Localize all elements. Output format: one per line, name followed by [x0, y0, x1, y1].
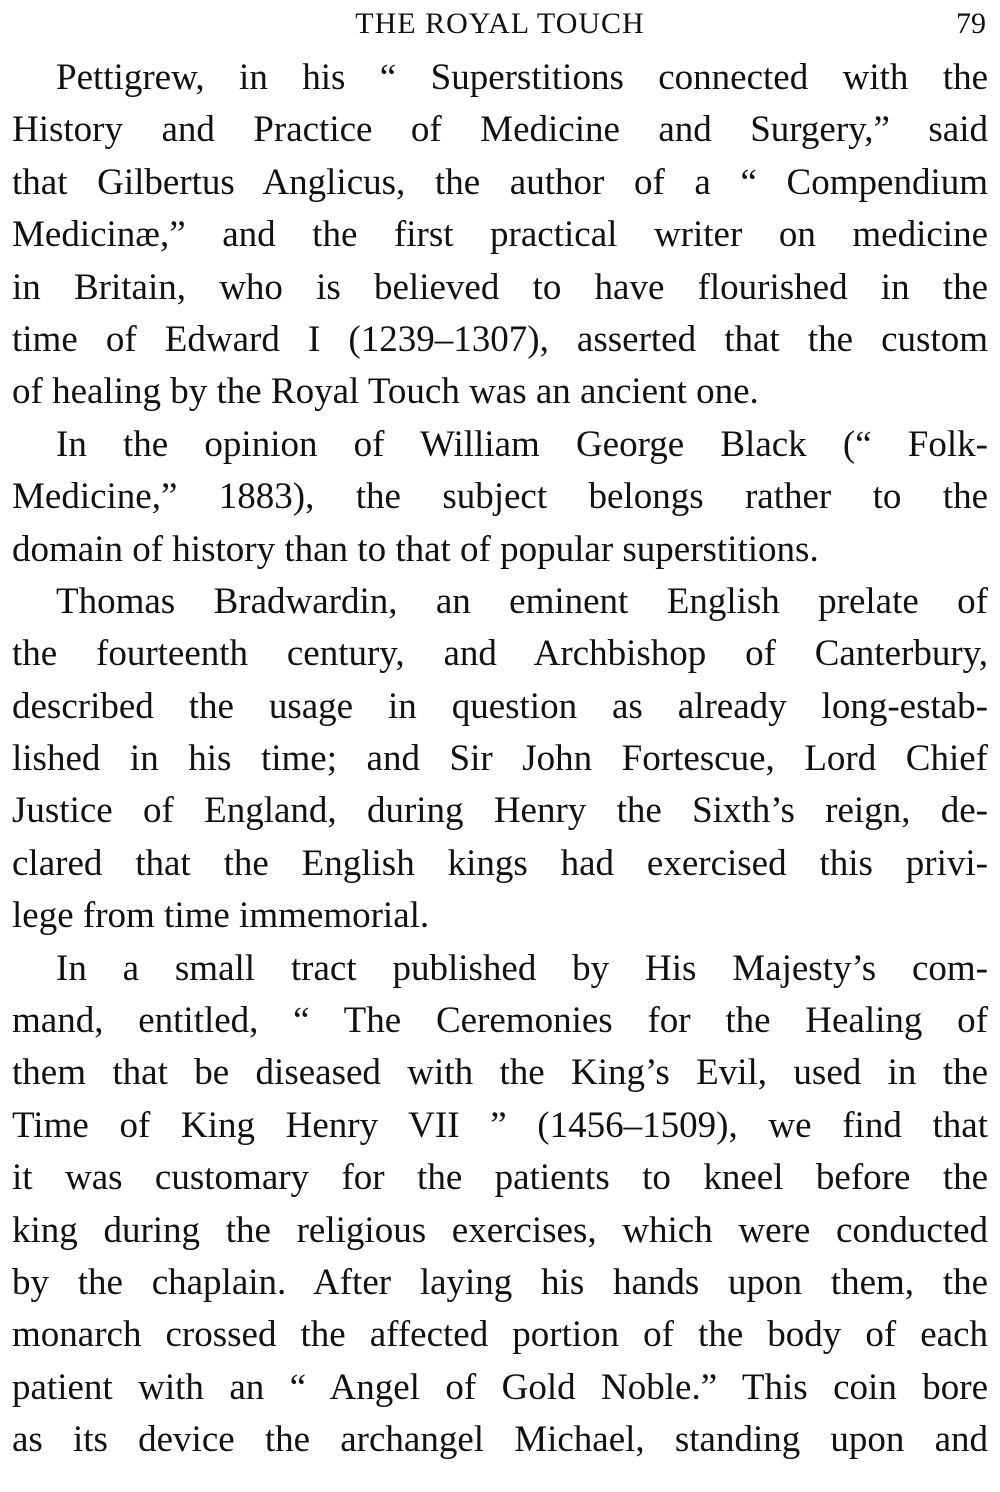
text-line: king during the religious exercises, which were conducted: [12, 1209, 988, 1251]
text-line: as its device the archangel Michael, standing upon and: [12, 1419, 988, 1461]
text-line: lished in his time; and Sir John Fortescue, Lord Chief: [12, 738, 988, 780]
paragraph: [12, 943, 988, 1467]
text-line: described the usage in question as already long-estab-: [12, 685, 988, 727]
text-line: Medicine,” 1883), the subject belongs rather to the: [12, 476, 988, 518]
running-header: [12, 0, 988, 48]
text-line: Thomas Bradwardin, an eminent English prelate of: [56, 580, 988, 622]
text-line: it was customary for the patients to kneel before the: [12, 1157, 988, 1199]
text-line: monarch crossed the affected portion of the body of each: [12, 1314, 988, 1356]
text-line: History and Practice of Medicine and Surgery,” said: [12, 109, 988, 151]
text-line: In the opinion of William George Black (“ Folk-: [56, 423, 988, 465]
text-line: lege from time immemorial.: [12, 895, 430, 937]
text-line: Pettigrew, in his “ Superstitions connected with the: [56, 57, 988, 98]
running-title: THE ROYAL TOUCH: [355, 7, 645, 40]
text-line: by the chaplain. After laying his hands upon them, the: [12, 1261, 988, 1303]
text-line: In a small tract published by His Majesty’s com-: [56, 947, 988, 989]
paragraph: [12, 52, 988, 419]
page-number: 79: [956, 7, 986, 40]
text-line: mand, entitled, “ The Ceremonies for the Healing of: [12, 1000, 988, 1042]
text-line: the fourteenth century, and Archbishop of Canterbury,: [12, 633, 988, 675]
text-line: Justice of England, during Henry the Sixth’s reign, de-: [12, 790, 988, 832]
body-text: [12, 52, 988, 1467]
text-line: Medicinæ,” and the first practical writer on medicine: [12, 214, 988, 256]
text-line: clared that the English kings had exercised this privi-: [12, 842, 988, 884]
paragraph: [12, 419, 988, 576]
paragraph: [12, 576, 988, 943]
text-line: time of Edward I (1239–1307), asserted that the custom: [12, 318, 988, 360]
book-page: [12, 0, 988, 1492]
text-line: in Britain, who is believed to have flourished in the: [12, 266, 988, 308]
text-line: of healing by the Royal Touch was an ancient one.: [12, 371, 759, 413]
text-line: Time of King Henry VII ” (1456–1509), we find that: [12, 1104, 988, 1146]
text-line: that Gilbertus Anglicus, the author of a “ Compendium: [12, 161, 988, 203]
text-line: domain of history than to that of popular superstitions.: [12, 528, 819, 570]
text-line: them that be diseased with the King’s Evil, used in the: [12, 1052, 988, 1094]
text-line: patient with an “ Angel of Gold Noble.” This coin bore: [12, 1366, 988, 1408]
